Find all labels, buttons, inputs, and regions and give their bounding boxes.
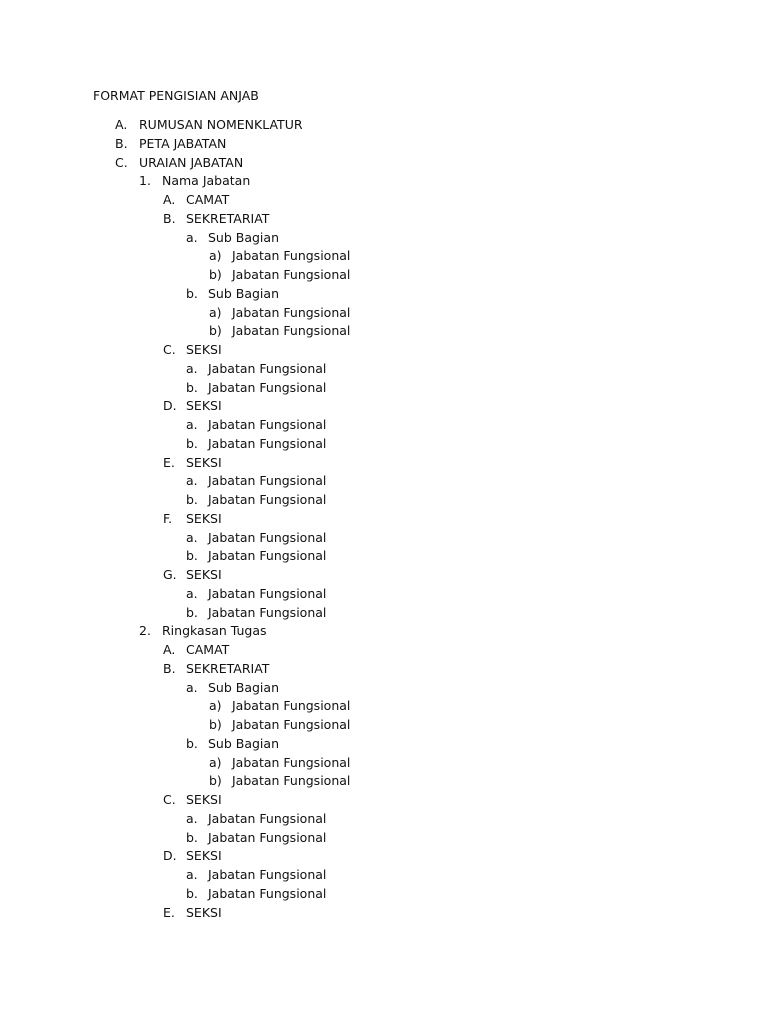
outline-item-marker: b. bbox=[186, 379, 198, 395]
outline-item-text: CAMAT bbox=[186, 192, 230, 207]
outline-item-marker: C. bbox=[163, 342, 176, 357]
outline-item-marker: E. bbox=[163, 454, 175, 470]
outline-item-text: URAIAN JABATAN bbox=[139, 154, 244, 170]
outline-item-marker: a. bbox=[186, 473, 198, 489]
outline-item-marker: a. bbox=[186, 417, 198, 432]
outline-item-marker: b) bbox=[209, 717, 222, 732]
outline-item-marker: A. bbox=[115, 117, 128, 132]
outline-item-text: Jabatan Fungsional bbox=[208, 473, 327, 489]
outline-item-text: SEKSI bbox=[186, 510, 222, 526]
outline-item-text: Nama Jabatan bbox=[162, 173, 251, 189]
outline-item-marker: a. bbox=[186, 229, 198, 245]
outline-item-marker: B. bbox=[163, 660, 176, 676]
outline-item-text: SEKSI bbox=[186, 567, 222, 582]
outline-item-text: SEKSI bbox=[186, 454, 222, 470]
outline-item-text: Jabatan Fungsional bbox=[232, 248, 351, 264]
outline-item-marker: a) bbox=[209, 248, 222, 264]
outline-item-marker: B. bbox=[163, 210, 176, 226]
outline-item-text: Sub Bagian bbox=[208, 679, 279, 695]
outline-item-text: Jabatan Fungsional bbox=[232, 323, 351, 339]
outline-item-text: Sub Bagian bbox=[208, 285, 279, 301]
outline-item-marker: F. bbox=[163, 510, 173, 526]
outline-item-text: Jabatan Fungsional bbox=[208, 604, 327, 620]
outline-item-text: SEKSI bbox=[186, 398, 222, 414]
outline-item-text: PETA JABATAN bbox=[139, 135, 227, 151]
outline-item-text: Ringkasan Tugas bbox=[162, 623, 267, 639]
outline-item-text: Jabatan Fungsional bbox=[232, 267, 351, 282]
outline-item-marker: a. bbox=[186, 867, 198, 882]
outline-item-marker: b. bbox=[186, 829, 198, 845]
outline-item-marker: B. bbox=[115, 135, 128, 151]
outline-item-marker: b. bbox=[186, 492, 198, 507]
outline-item-text: CAMAT bbox=[186, 642, 230, 657]
outline-item-text: SEKSI bbox=[186, 792, 222, 807]
outline-item-marker: a) bbox=[209, 304, 222, 320]
outline-item-marker: b. bbox=[186, 604, 198, 620]
outline-item-text: Jabatan Fungsional bbox=[232, 754, 351, 770]
outline-item-marker: A. bbox=[163, 192, 176, 207]
outline-item-text: Jabatan Fungsional bbox=[208, 585, 327, 601]
outline-item-marker: b. bbox=[186, 285, 198, 301]
outline-item-text: Jabatan Fungsional bbox=[208, 379, 327, 395]
outline-item-marker: b. bbox=[186, 435, 198, 451]
outline-item-marker: b) bbox=[209, 323, 222, 339]
outline-item-text: Sub Bagian bbox=[208, 229, 279, 245]
outline-item-text: Jabatan Fungsional bbox=[208, 435, 327, 451]
outline-item-text: SEKSI bbox=[186, 904, 222, 920]
outline-item-marker: a) bbox=[209, 754, 222, 770]
outline-item-text: Sub Bagian bbox=[208, 735, 279, 751]
outline-item-marker: a. bbox=[186, 679, 198, 695]
outline-item-marker: 2. bbox=[139, 623, 151, 639]
document-title: FORMAT PENGISIAN ANJAB bbox=[93, 88, 259, 103]
outline-item-text: Jabatan Fungsional bbox=[208, 867, 327, 882]
outline-item-text: Jabatan Fungsional bbox=[208, 885, 327, 901]
outline-item-marker: A. bbox=[163, 642, 176, 657]
outline-item-text: SEKSI bbox=[186, 342, 222, 357]
outline-item-text: Jabatan Fungsional bbox=[208, 829, 327, 845]
outline-item-text: Jabatan Fungsional bbox=[208, 810, 327, 826]
outline-item-text: Jabatan Fungsional bbox=[232, 773, 351, 789]
outline-item-marker: b. bbox=[186, 735, 198, 751]
outline-item-text: Jabatan Fungsional bbox=[208, 548, 327, 564]
outline-item-text: Jabatan Fungsional bbox=[232, 698, 351, 714]
outline-item-marker: a. bbox=[186, 529, 198, 545]
outline-item-text: Jabatan Fungsional bbox=[232, 717, 351, 732]
outline-item-marker: a. bbox=[186, 585, 198, 601]
outline-item-marker: G. bbox=[163, 567, 177, 582]
outline-item-text: SEKRETARIAT bbox=[186, 210, 270, 226]
outline-item-text: Jabatan Fungsional bbox=[208, 417, 327, 432]
outline-item-marker: b. bbox=[186, 885, 198, 901]
outline-item-marker: a. bbox=[186, 810, 198, 826]
outline-item-marker: E. bbox=[163, 904, 175, 920]
outline-item-text: SEKRETARIAT bbox=[186, 660, 270, 676]
outline-item-marker: 1. bbox=[139, 173, 151, 189]
outline-item-marker: a. bbox=[186, 360, 198, 376]
outline-item-text: RUMUSAN NOMENKLATUR bbox=[139, 117, 303, 132]
outline-item-text: Jabatan Fungsional bbox=[208, 492, 327, 507]
outline-item-marker: D. bbox=[163, 848, 177, 864]
outline-item-marker: D. bbox=[163, 398, 177, 414]
outline-item-marker: a) bbox=[209, 698, 222, 714]
outline-item-text: SEKSI bbox=[186, 848, 222, 864]
outline-item-text: Jabatan Fungsional bbox=[208, 360, 327, 376]
outline-item-marker: b) bbox=[209, 267, 222, 282]
outline-item-marker: b) bbox=[209, 773, 222, 789]
outline-item-text: Jabatan Fungsional bbox=[208, 529, 327, 545]
outline-item-marker: C. bbox=[163, 792, 176, 807]
outline-item-marker: b. bbox=[186, 548, 198, 564]
outline-item-marker: C. bbox=[115, 154, 128, 170]
outline-item-text: Jabatan Fungsional bbox=[232, 304, 351, 320]
